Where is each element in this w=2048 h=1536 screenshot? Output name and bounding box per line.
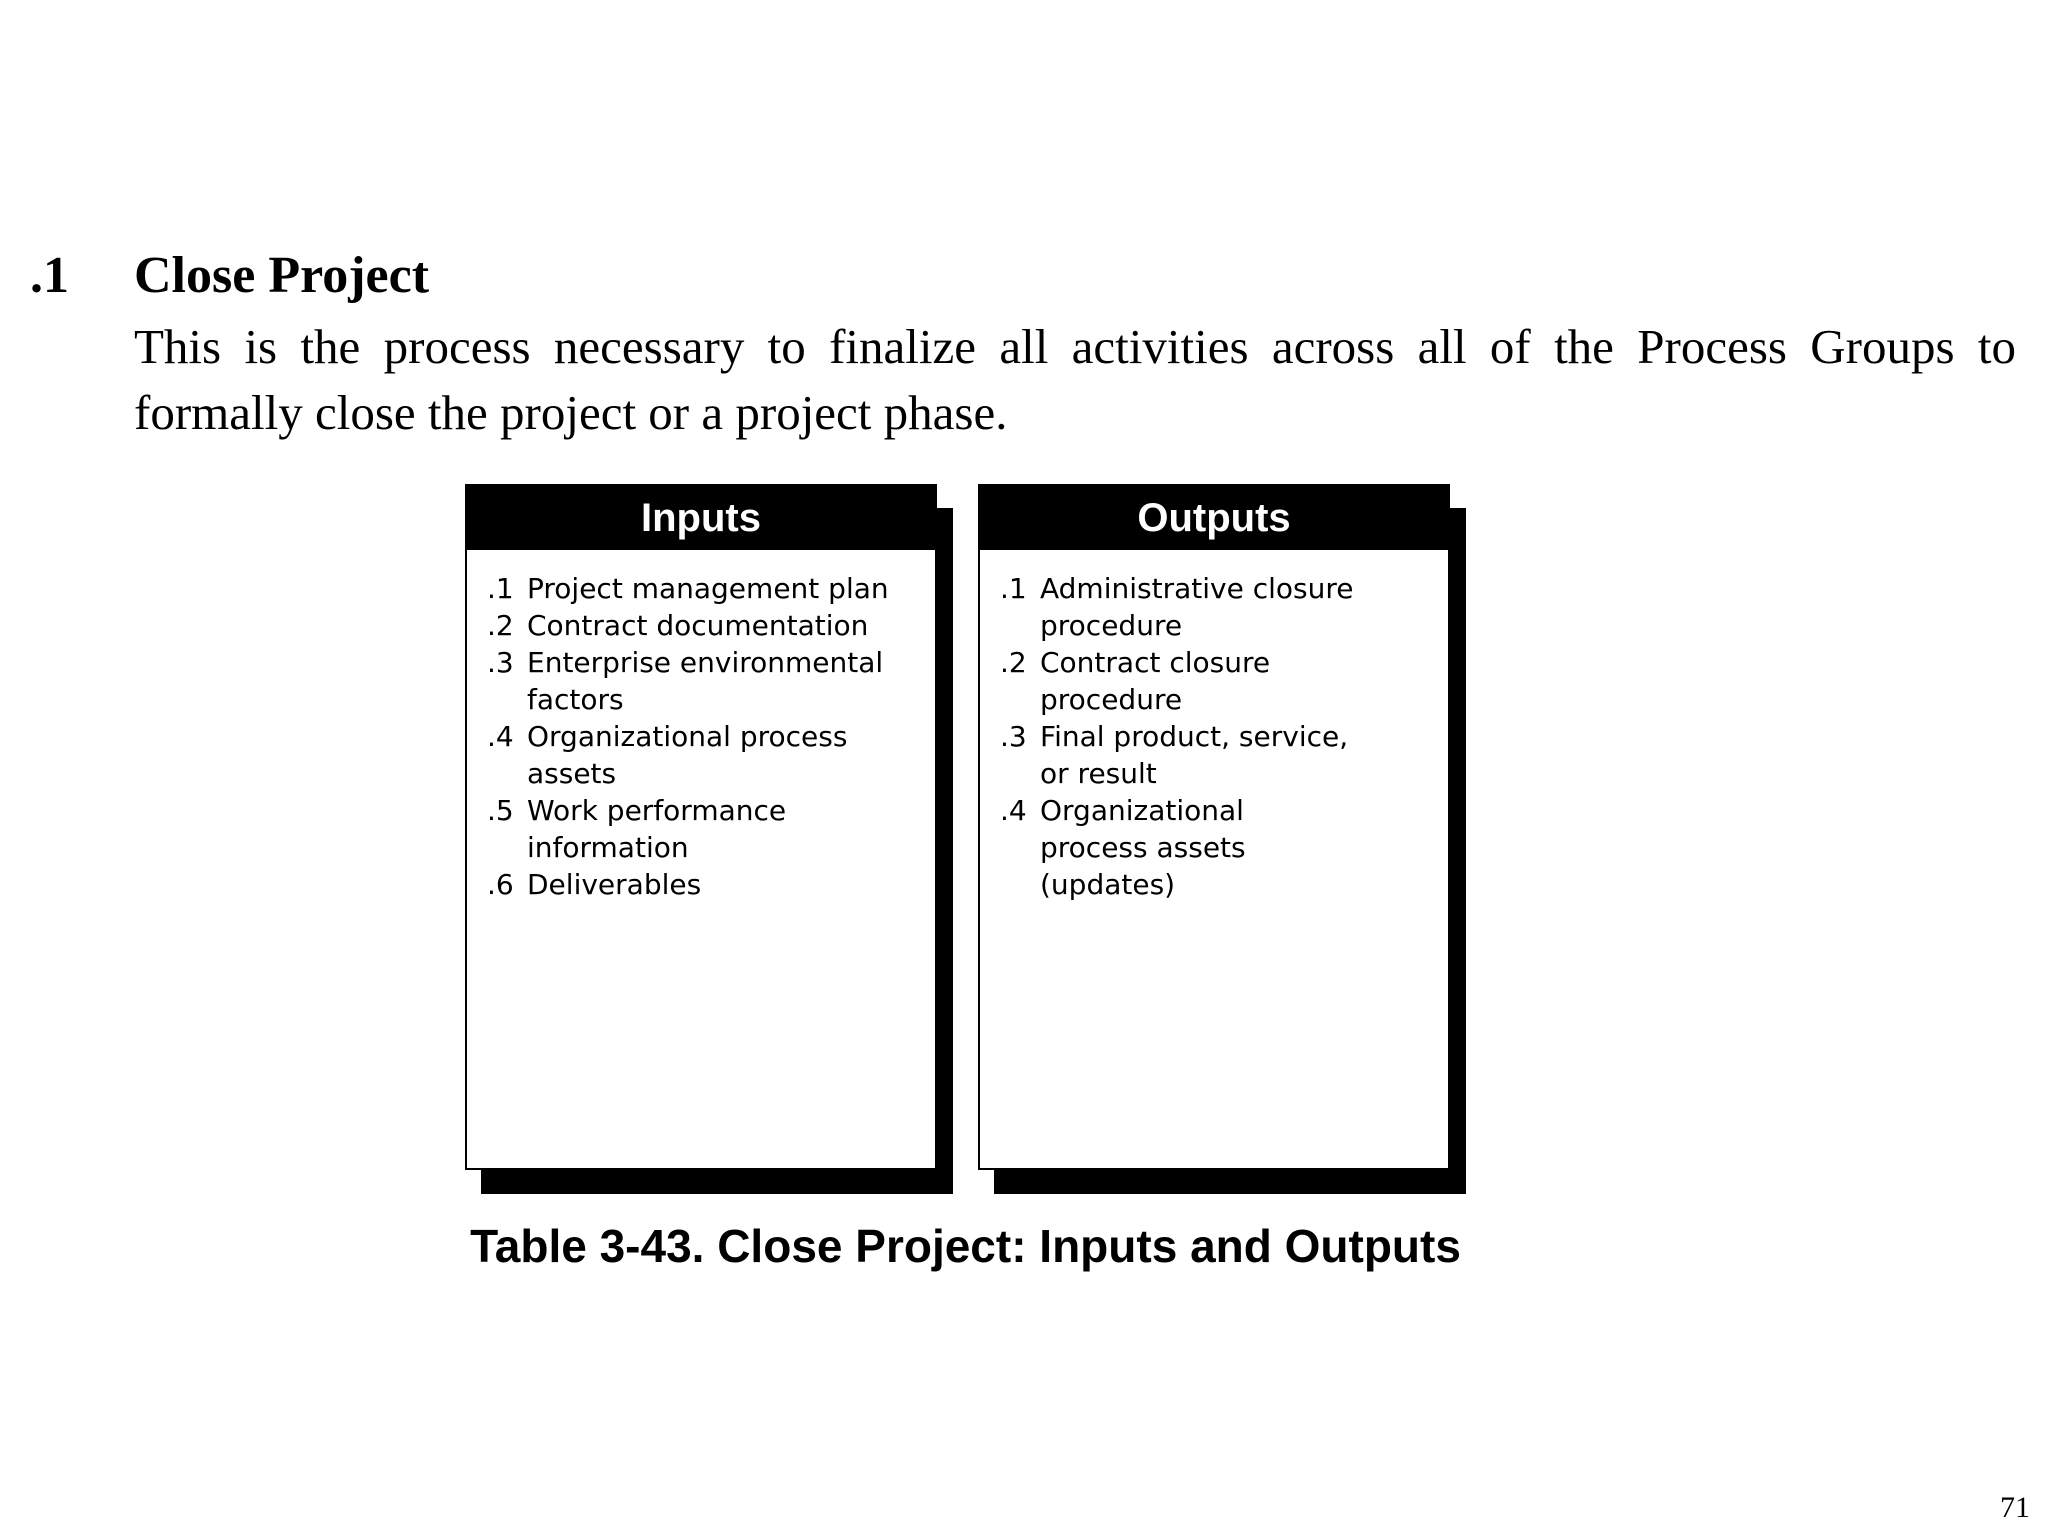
item-number: .2	[1000, 646, 1027, 679]
item-number: .4	[1000, 794, 1027, 827]
outputs-list	[1000, 570, 1360, 903]
list-item	[1000, 718, 1360, 792]
item-text: Deliverables	[527, 868, 702, 901]
item-text: Enterprise environmental factors	[527, 646, 884, 716]
inputs-panel-box	[465, 484, 937, 1170]
list-item	[487, 792, 923, 866]
outputs-panel-box	[978, 484, 1450, 1170]
item-number: .1	[487, 572, 514, 605]
outputs-header: Outputs	[980, 486, 1448, 550]
list-item	[487, 644, 923, 718]
section-description: This is the process necessary to finalize all activities across all of the Process Groups to formally close the project or a project phase.	[134, 319, 2016, 440]
list-item	[1000, 644, 1360, 718]
item-text: Organizational process assets	[527, 720, 848, 790]
inputs-list	[487, 570, 923, 903]
section-title: Close Project	[134, 247, 430, 304]
item-text: Contract closure procedure	[1040, 646, 1271, 716]
list-item	[1000, 570, 1360, 644]
list-item	[487, 570, 923, 607]
item-number: .6	[487, 868, 514, 901]
item-number: .5	[487, 794, 514, 827]
table-caption: Table 3-43. Close Project: Inputs and Outputs	[470, 1220, 1461, 1272]
item-number: .1	[1000, 572, 1027, 605]
list-item	[1000, 792, 1360, 903]
list-item	[487, 607, 923, 644]
item-number: .4	[487, 720, 514, 753]
item-number: .3	[1000, 720, 1027, 753]
page-number: 71	[2000, 1491, 2030, 1524]
item-number: .2	[487, 609, 514, 642]
list-item	[487, 866, 923, 903]
item-text: Contract documentation	[527, 609, 869, 642]
item-text: Administrative closure procedure	[1040, 572, 1354, 642]
item-text: Work performance information	[527, 794, 787, 864]
item-text: Project management plan	[527, 572, 889, 605]
inputs-panel	[465, 484, 937, 1170]
list-item	[487, 718, 923, 792]
item-text: Organizational process assets (updates)	[1040, 794, 1246, 901]
item-number: .3	[487, 646, 514, 679]
outputs-panel	[978, 484, 1450, 1170]
section-number: .1	[30, 247, 69, 304]
item-text: Final product, service, or result	[1040, 720, 1349, 790]
inputs-header: Inputs	[467, 486, 935, 550]
